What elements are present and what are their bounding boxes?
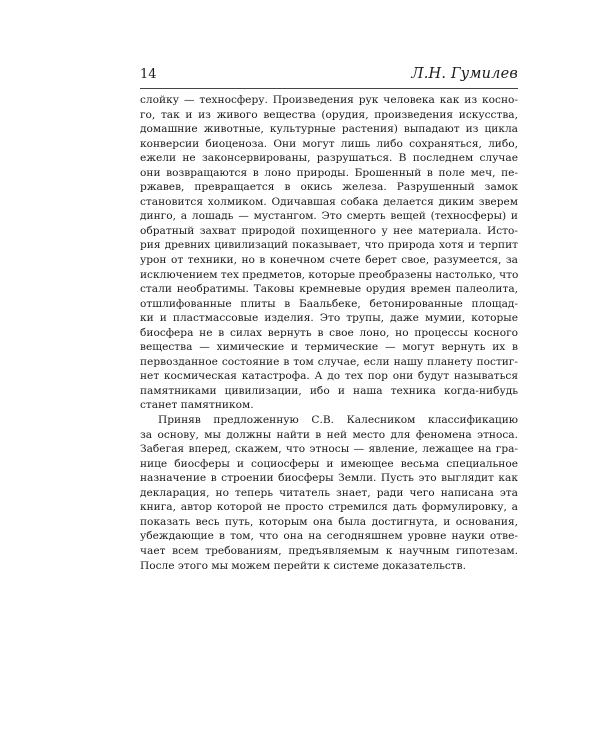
text-line: они возвращаются в лоно природы. Брошенный в поле меч, пе- xyxy=(140,166,518,179)
text-line: го, так и из живого вещества (орудия, произведения искусства, xyxy=(140,108,518,121)
text-line: назначение в строении биосферы Земли. Пусть это выглядит как xyxy=(140,472,518,485)
page-number: 14 xyxy=(140,67,157,82)
text-line: декларация, но теперь читатель знает, ради чего написана эта xyxy=(140,486,518,499)
paragraph xyxy=(140,93,518,413)
text-line: первозданное состояние в том случае, если нашу планету постиг- xyxy=(140,355,518,368)
text-line: Приняв предложенную С.В. Калесником классификацию xyxy=(158,414,518,427)
text-line: нице биосферы и социосферы и имеющее весьма специальное xyxy=(140,457,518,470)
text-line: слойку — техносферу. Произведения рук человека как из косно- xyxy=(140,94,518,106)
text-line: чает всем требованиям, предъявляемым к научным гипотезам. xyxy=(140,544,518,557)
header-rule xyxy=(140,88,518,89)
text-line: книга, автор которой не просто стремился дать формулировку, а xyxy=(140,501,518,514)
text-line: станет памятником. xyxy=(140,399,254,412)
text-line: стали необратимы. Таковы кремневые орудия времен палеолита, xyxy=(140,283,518,296)
text-line: нет космическая катастрофа. А до тех пор они будут называться xyxy=(140,370,518,383)
text-line: памятниками цивилизации, ибо и наша техника когда-нибудь xyxy=(140,384,518,397)
text-line: становится холмиком. Одичавшая собака делается диким зверем xyxy=(140,195,518,208)
text-line: ки и пластмассовые изделия. Это трупы, даже мумии, которые xyxy=(140,312,518,325)
text-line: ежели не законсервированы, разрушаться. В последнем случае xyxy=(140,152,518,165)
text-line: вещества — химические и термические — могут вернуть их в xyxy=(140,341,518,354)
running-author: Л.Н. Гумилев xyxy=(411,66,518,82)
text-line: обратный захват природой похищенного у нее материала. Исто- xyxy=(140,224,518,237)
text-line: динго, а лошадь — мустангом. Это смерть вещей (техносферы) и xyxy=(140,210,518,223)
text-line: биосфера не в силах вернуть в свое лоно, но процессы косного xyxy=(140,326,518,339)
text-line: После этого мы можем перейти к системе доказательств. xyxy=(140,559,467,572)
text-line: ржавев, превращается в окись железа. Разрушенный замок xyxy=(140,181,518,194)
body-text xyxy=(140,93,518,573)
running-header xyxy=(140,66,518,86)
text-line: рия древних цивилизаций показывает, что природа хотя и терпит xyxy=(140,239,518,252)
text-line: убеждающие в том, что она на сегодняшнем уровне науки отве- xyxy=(140,530,518,543)
text-line: показать весь путь, которым она была достигнута, и основания, xyxy=(140,515,518,528)
text-line: отшлифованные плиты в Баальбеке, бетонированные площад- xyxy=(140,297,518,310)
paragraph xyxy=(140,413,518,573)
text-line: домашние животные, культурные растения) выпадают из цикла xyxy=(140,123,518,136)
text-line: конверсии биоценоза. Они могут лишь либо сохраняться, либо, xyxy=(140,137,518,150)
text-line: урон от техники, но в конечном счете берет свое, разумеется, за xyxy=(140,254,518,267)
text-line: Забегая вперед, скажем, что этносы — явление, лежащее на гра- xyxy=(140,443,518,456)
text-line: исключением тех предметов, которые преобразены настолько, что xyxy=(140,268,518,281)
text-line: за основу, мы должны найти в ней место для феномена этноса. xyxy=(140,428,518,441)
